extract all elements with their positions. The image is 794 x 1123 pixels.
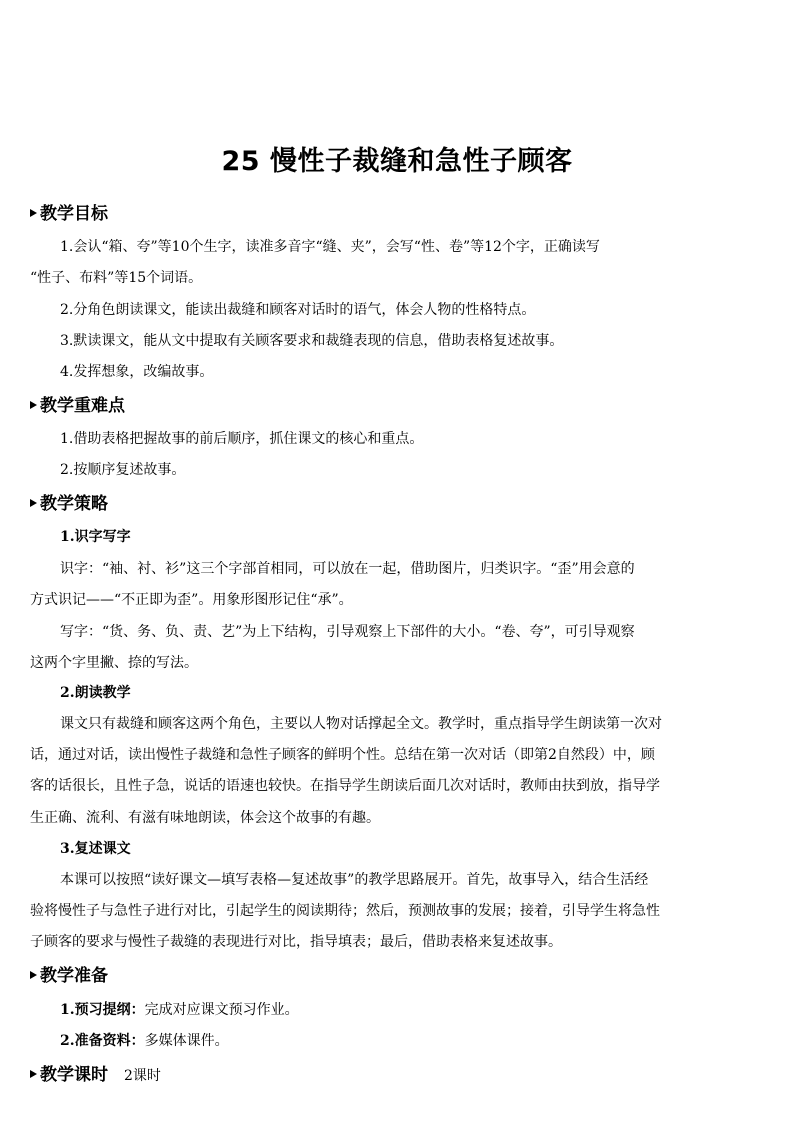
paragraph-line: 课文只有裁缝和顾客这两个角色，主要以人物对话撑起全文。教学时，重点指导学生朗读第一次对 (60, 716, 662, 732)
triangle-bullet-icon (30, 209, 37, 217)
paragraph-line: 方式识记——“不正即为歪”。用象形图形记住“承”。 (30, 592, 353, 608)
hours-value: 2课时 (124, 1068, 161, 1084)
subheading-literacy: 1.识字写字 (60, 529, 131, 545)
triangle-bullet-icon (30, 499, 37, 507)
paragraph-line: 验将慢性子与急性子进行对比，引起学生的阅读期待；然后，预测故事的发展；接着，引导学生将急性 (30, 903, 660, 919)
paragraph-line: 这两个字里撇、捺的写法。 (30, 655, 198, 671)
preparation-line: 1.预习提纲：完成对应课文预习作业。 (60, 1002, 299, 1018)
paragraph-line: 识字：“袖、衬、衫”这三个字部首相同，可以放在一起，借助图片，归类识字。“歪”用会意的 (60, 561, 635, 577)
keypoint-line: 1.借助表格把握故事的前后顺序，抓住课文的核心和重点。 (60, 431, 424, 447)
paragraph-line: 话，通过对话，读出慢性子裁缝和急性子顾客的鲜明个性。总结在第一次对话（即第2自然段）中，顾 (30, 747, 655, 763)
subheading-reading: 2.朗读教学 (60, 685, 131, 701)
triangle-bullet-icon (30, 401, 37, 409)
subheading-retelling: 3.复述课文 (60, 841, 131, 857)
section-heading-preparation: 教学准备 (30, 963, 108, 989)
triangle-bullet-icon (30, 1070, 37, 1078)
keypoint-line: 2.按顺序复述故事。 (60, 462, 186, 478)
objective-line: 3.默读课文，能从文中提取有关顾客要求和裁缝表现的信息，借助表格复述故事。 (60, 333, 564, 349)
section-heading-keypoints: 教学重难点 (30, 393, 125, 419)
paragraph-line: 写字：“货、务、负、责、艺”为上下结构，引导观察上下部件的大小。“卷、夸”，可引导观察 (60, 624, 635, 640)
triangle-bullet-icon (30, 971, 37, 979)
page-title: 25 慢性子裁缝和急性子顾客 (221, 146, 573, 177)
objective-line: “性子、布料”等15个词语。 (30, 270, 203, 286)
section-heading-hours: 教学课时 2课时 (30, 1062, 161, 1089)
objective-line: 1.会认“箱、夸”等10个生字，读准多音字“缝、夹”，会写“性、卷”等12个字，正确读写 (60, 239, 600, 255)
paragraph-line: 客的话很长，且性子急，说话的语速也较快。在指导学生朗读后面几次对话时，教师由扶到放，指导学 (30, 778, 660, 794)
section-heading-objectives: 教学目标 (30, 201, 108, 227)
section-heading-strategy: 教学策略 (30, 491, 108, 517)
objective-line: 4.发挥想象，改编故事。 (60, 364, 214, 380)
preparation-line: 2.准备资料：多媒体课件。 (60, 1033, 229, 1049)
paragraph-line: 生正确、流利、有滋有味地朗读，体会这个故事的有趣。 (30, 810, 380, 826)
objective-line: 2.分角色朗读课文，能读出裁缝和顾客对话时的语气，体会人物的性格特点。 (60, 302, 536, 318)
paragraph-line: 子顾客的要求与慢性子裁缝的表现进行对比，指导填表；最后，借助表格来复述故事。 (30, 934, 562, 950)
paragraph-line: 本课可以按照“读好课文—填写表格—复述故事”的教学思路展开。首先，故事导入，结合生活经 (60, 872, 649, 888)
